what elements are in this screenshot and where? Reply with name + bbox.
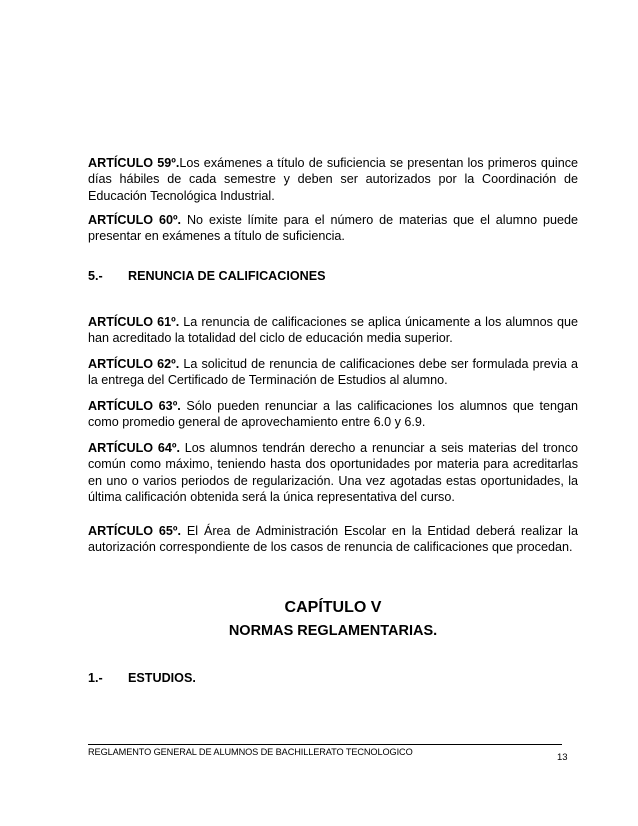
article-text: La renuncia de calificaciones se aplica únicamente a los alumnos que han acreditado la totalidad del ciclo de educación media superior.	[88, 315, 578, 346]
section-title: RENUNCIA DE CALIFICACIONES	[128, 269, 326, 283]
article-text: La solicitud de renuncia de calificaciones debe ser formulada previa a la entrega del Certificado de Terminación de Estudios al alumno.	[88, 357, 578, 388]
article-label: ARTÍCULO 62º.	[88, 357, 180, 371]
article-60	[88, 212, 578, 245]
footer-divider	[88, 744, 562, 745]
chapter-subtitle: NORMAS REGLAMENTARIAS.	[228, 623, 438, 639]
article-label: ARTÍCULO 59º.	[88, 156, 180, 170]
article-label: ARTÍCULO 61º.	[88, 315, 180, 329]
section-heading-estudios	[88, 670, 196, 686]
article-label: ARTÍCULO 64º.	[88, 441, 180, 455]
page-number: 13	[557, 752, 568, 763]
article-label: ARTÍCULO 63º.	[88, 399, 181, 413]
article-text: No existe límite para el número de materias que el alumno puede presentar en exámenes a título de suficiencia.	[88, 213, 578, 244]
article-text: Los exámenes a título de suficiencia se presentan los primeros quince días hábiles de cada semestre y deben ser autorizados por la Coordinación de Educación Tecnológica Industrial.	[88, 156, 579, 203]
section-heading-renuncia	[88, 268, 326, 284]
chapter-title: CAPÍTULO V	[284, 599, 382, 616]
article-label: ARTÍCULO 60º.	[88, 213, 182, 227]
section-title: ESTUDIOS.	[128, 671, 196, 685]
article-63	[88, 398, 578, 431]
article-65	[88, 523, 578, 556]
article-61	[88, 314, 578, 347]
article-text: Los alumnos tendrán derecho a renunciar a seis materias del tronco común como máximo, teniendo hasta dos oportunidades por materia para acreditarlas en uno o varios periodos de regularización. Una vez agotadas estas oportunidades, la última calificación obtenida será la única representativa del curso.	[88, 441, 579, 505]
article-text: El Área de Administración Escolar en la Entidad deberá realizar la autorización correspondiente de los casos de renuncia de calificaciones que procedan.	[88, 524, 578, 555]
section-number: 1.-	[88, 671, 103, 685]
article-64	[88, 440, 578, 506]
article-59	[88, 155, 578, 204]
article-62	[88, 356, 578, 389]
article-text: Sólo pueden renunciar a las calificaciones los alumnos que tengan como promedio general de aprovechamiento entre 6.0 y 6.9.	[88, 399, 578, 430]
section-number: 5.-	[88, 269, 103, 283]
footer-text: REGLAMENTO GENERAL DE ALUMNOS DE BACHILLERATO TECNOLOGICO	[88, 747, 413, 757]
article-label: ARTÍCULO 65º.	[88, 524, 182, 538]
